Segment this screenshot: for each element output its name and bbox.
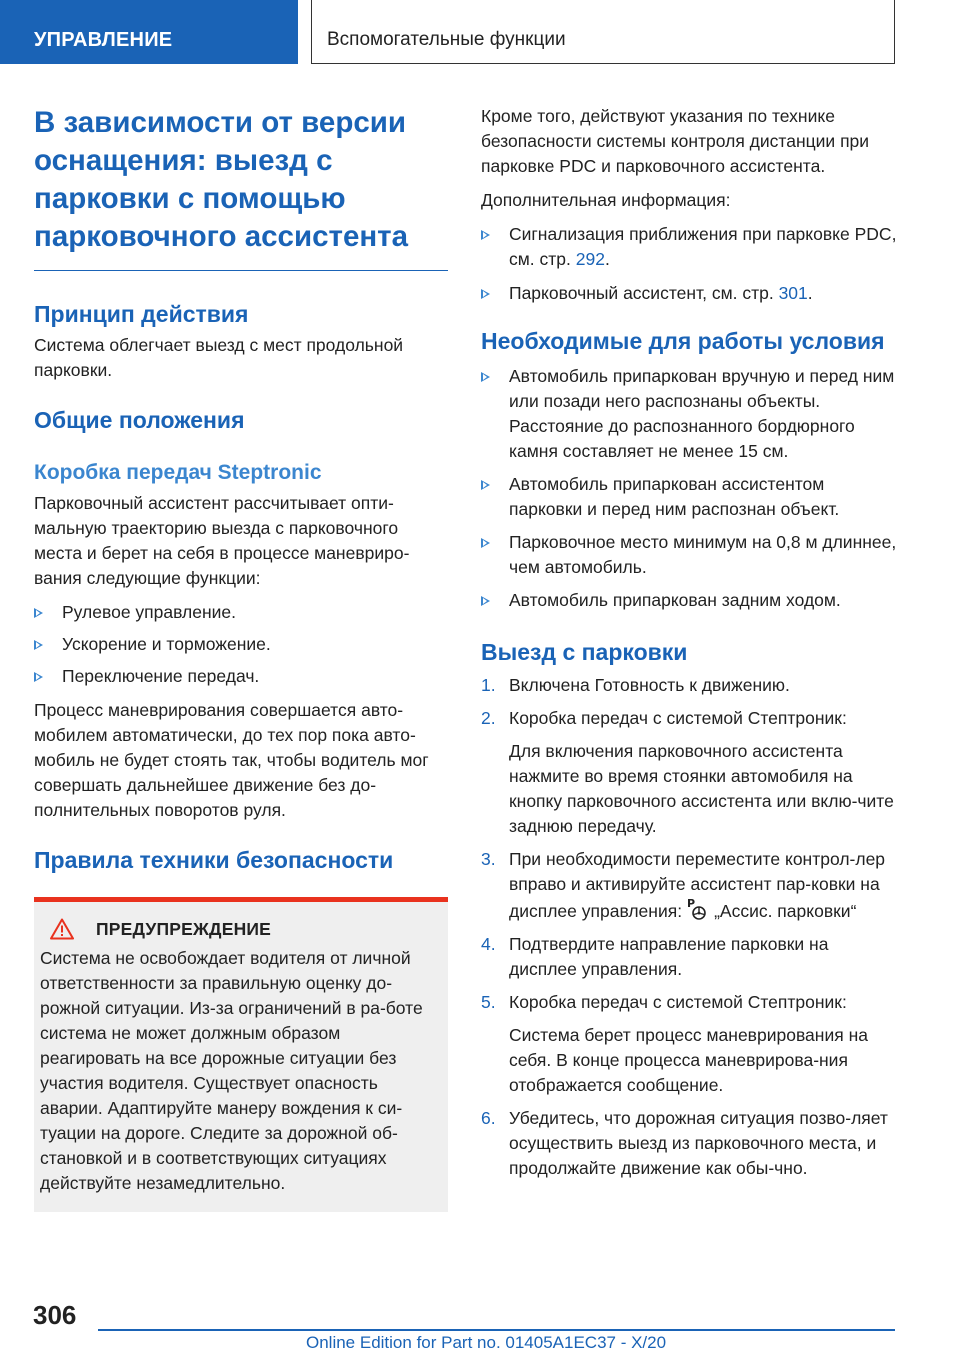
triangle-bullet-icon (481, 230, 490, 240)
triangle-bullet-icon (34, 608, 43, 618)
right-column (481, 104, 899, 1181)
reference-list (481, 222, 899, 306)
conditions-list (481, 364, 899, 613)
chapter-title: Вспомогательные функции (311, 0, 895, 64)
warning-triangle-icon (50, 918, 74, 940)
parking-assistant-icon (686, 897, 708, 921)
triangle-bullet-icon (481, 289, 490, 299)
list-item: Переключение передач. (34, 664, 448, 689)
intro-text: Кроме того, действуют указания по технике безопасности системы контроля дистанции при парковке PDC и парковочного ассистента. (481, 106, 870, 176)
process-text: Процесс маневрирования совершается авто-мобилем автоматически, до тех пор пока авто-мобиль не будет стоять так, чтобы водитель мог совершать дальнейшее движение без до-полнительных поворотов руля. (34, 700, 429, 820)
list-item: Рулевое управление. (34, 600, 448, 625)
list-item: Парковочное место минимум на 0,8 м длиннее, чем автомобиль. (481, 530, 899, 580)
list-item: Ускорение и торможение. (34, 632, 448, 657)
warning-header (40, 918, 438, 940)
page-title: В зависимости от версии оснащения: выезд с парковки с помощью парковочного ассистента (34, 104, 448, 271)
footer-edition: Online Edition for Part no. 01405A1EC37 - X/20 (306, 1333, 667, 1352)
svg-text:P: P (687, 897, 696, 910)
gearbox-heading: Коробка передач Steptronic (34, 461, 322, 484)
exit-heading: Выезд с парковки (481, 639, 688, 665)
list-item: Парковочный ассистент, см. стр. 301. (481, 281, 899, 306)
general-heading: Общие положения (34, 407, 245, 433)
triangle-bullet-icon (34, 640, 43, 650)
left-column (34, 104, 448, 1212)
list-item: 3. При необходимости переместите контрол-лер вправо и активируйте ассистент пар-ковки на дисплее управления: P „Ассис. парковки“ (481, 849, 886, 921)
safety-heading: Правила техники безопасности (34, 847, 394, 873)
function-list (34, 600, 448, 689)
list-item: Автомобиль припаркован вручную и перед ним или позади него распознаны объекты. Расстояние до распознанного бордюрного камня составляет не менее 15 см. (481, 364, 899, 464)
steps-list (481, 673, 899, 1181)
warning-label: ПРЕДУПРЕЖДЕНИЕ (96, 918, 272, 939)
list-item: 1. Включена Готовность к движению. (481, 675, 790, 695)
triangle-bullet-icon (481, 480, 490, 490)
list-item: Автомобиль припаркован задним ходом. (481, 588, 899, 613)
page-link[interactable]: 301 (778, 283, 808, 303)
list-item: Автомобиль припаркован ассистентом парковки и перед ним распознан объект. (481, 472, 899, 522)
list-item: 4. Подтвердите направление парковки на дисплее управления. (481, 934, 829, 979)
section-tab: УПРАВЛЕНИЕ (0, 0, 298, 64)
page-number: 306 (33, 1300, 77, 1330)
triangle-bullet-icon (481, 538, 490, 548)
principle-heading: Принцип действия (34, 301, 249, 327)
list-item: 6. Убедитесь, что дорожная ситуация позво-ляет осуществить выезд из парковочного места, и продолжайте движение как обы-чно. (481, 1108, 888, 1178)
triangle-bullet-icon (481, 372, 490, 382)
principle-text: Система облегчает выезд с мест продольной парковки. (34, 335, 404, 380)
more-info-label: Дополнительная информация: (481, 190, 731, 210)
conditions-heading: Необходимые для работы условия (481, 328, 885, 354)
gearbox-text: Парковочный ассистент рассчитывает опти-мальную траекторию выезда с парковочного места и берет на себя в процессе маневриро-вания следующие функции: (34, 493, 410, 588)
list-item: 2. Коробка передач с системой Стептроник: Для включения парковочного ассистента нажмите во время стоянки автомобиля на кнопку парковочного ассистента или вклю-чите заднюю передачу. (481, 708, 894, 836)
list-item: Сигнализация приближения при парковке PDC, см. стр. 292. (481, 222, 899, 272)
triangle-bullet-icon (34, 672, 43, 682)
list-item: 5. Коробка передач с системой Стептроник: Система берет процесс маневрирования на себя. В конце процесса маневрирова-ния отображается сообщение. (481, 992, 868, 1095)
page-link[interactable]: 292 (575, 249, 605, 269)
warning-text: Система не освобождает водителя от личной ответственности за правильную оценку до-рожной ситуации. Из-за ограничений в ра-боте система не может должным образом реагировать на все дорожные ситуации без участия водителя. Существует опасность аварии. Адаптируйте манеру вождения к си-туации на дороге. Следите за дорожной об-становкой и в соответствующих ситуациях действуйте незамедлительно. (40, 948, 423, 1193)
triangle-bullet-icon (481, 596, 490, 606)
footer-divider (98, 1329, 895, 1331)
warning-box (34, 897, 448, 1212)
